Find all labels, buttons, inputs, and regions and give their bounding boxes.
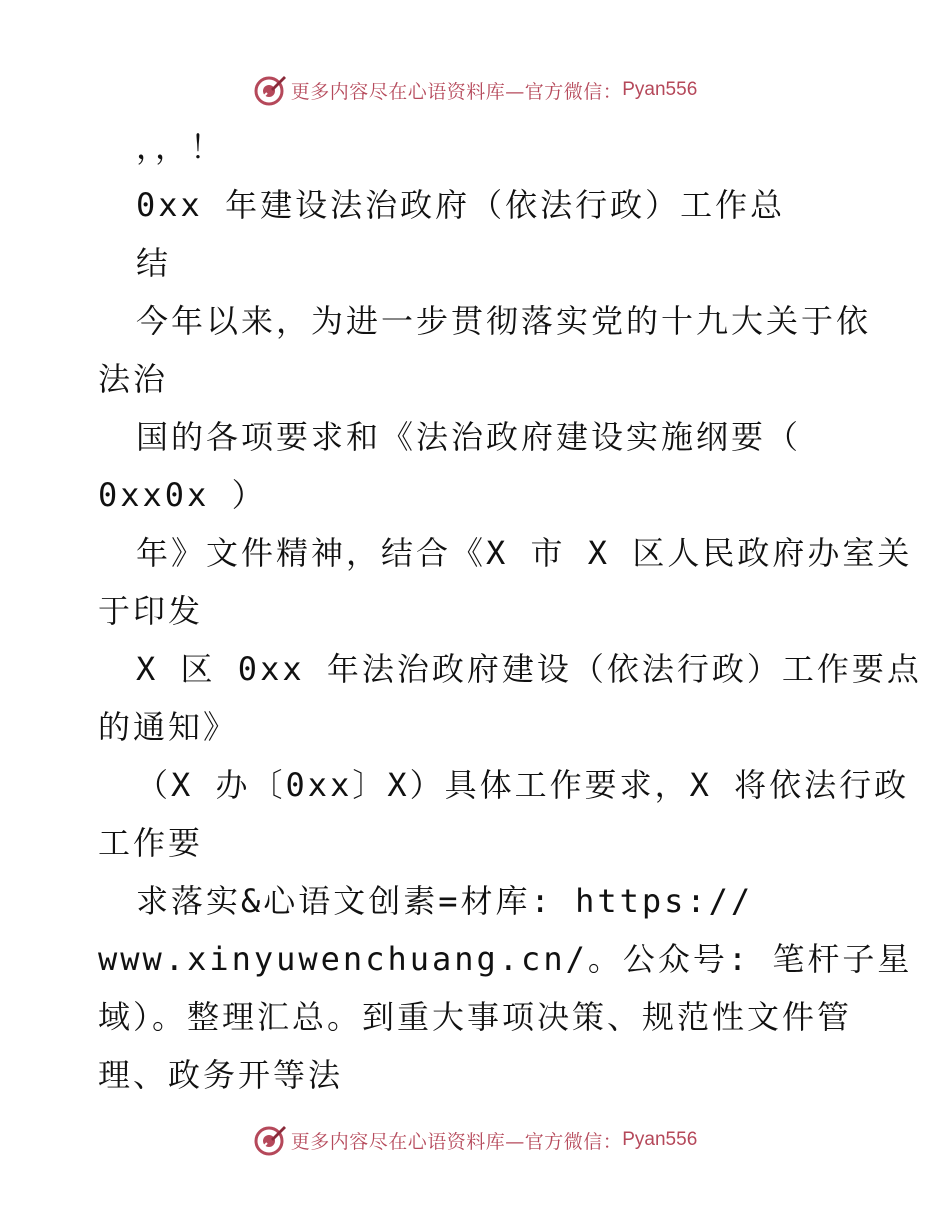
footer-wechat-id: Pyan556 [622, 1129, 698, 1150]
header-banner-text: 更多内容尽在心语资料库—官方微信： [290, 80, 623, 103]
body-line-12: （X 办〔0xx〕X）具体工作要求，X 将依法行政 [136, 766, 910, 804]
body-line-10: X 区 0xx 年法治政府建设（依法行政）工作要点 [136, 650, 922, 688]
header-banner [0, 70, 950, 110]
body-line-9: 于印发 [98, 592, 204, 630]
body-line-1: ，，！ [136, 128, 226, 166]
pen-logo-icon [253, 73, 287, 107]
body-line-16: 域）。整理汇总。到重大事项决策、规范性文件管 [98, 998, 853, 1036]
header-wechat-id: Pyan556 [622, 79, 698, 100]
body-line-6: 国的各项要求和《法治政府建设实施纲要（ [136, 418, 802, 456]
footer-banner [0, 1120, 950, 1160]
body-line-11: 的通知》 [98, 708, 239, 746]
footer-banner-text: 更多内容尽在心语资料库—官方微信： [290, 1130, 623, 1153]
body-line-8: 年》文件精神，结合《X 市 X 区人民政府办室关 [136, 534, 913, 572]
body-line-13: 工作要 [98, 824, 204, 862]
body-line-4: 今年以来，为进一步贯彻落实党的十九大关于依 [136, 302, 872, 340]
body-line-15: www.xinyuwenchuang.cn/。公众号: 笔杆子星 [98, 940, 913, 978]
body-line-17: 理、政务开等法 [98, 1056, 344, 1094]
pen-logo-icon [253, 1123, 287, 1157]
body-line-2: 0xx 年建设法治政府（依法行政）工作总 [136, 186, 786, 224]
body-line-5: 法治 [98, 360, 169, 398]
body-line-14: 求落实&心语文创素=材库: https:// [136, 882, 754, 920]
body-line-3: 结 [136, 244, 172, 282]
body-line-7: 0xx0x ） [98, 476, 267, 514]
